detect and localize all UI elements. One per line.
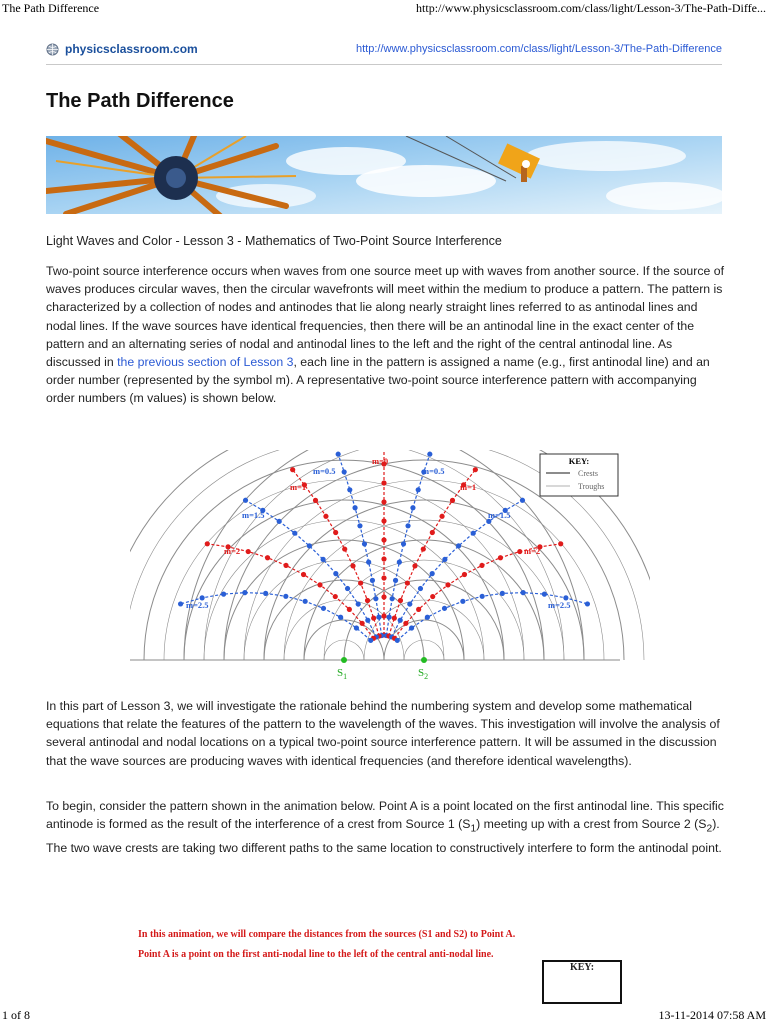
node-dot bbox=[442, 606, 447, 611]
node-dot bbox=[360, 621, 365, 626]
previous-section-link[interactable]: the previous section of Lesson 3 bbox=[117, 355, 294, 370]
site-url-link[interactable]: http://www.physicsclassroom.com/class/light/Lesson-3/The-Path-Difference bbox=[356, 43, 722, 55]
node-dot bbox=[381, 537, 386, 542]
node-dot bbox=[323, 514, 328, 519]
node-dot bbox=[265, 555, 270, 560]
print-url: http://www.physicsclassroom.com/class/light/Lesson-3/The-Path-Diffe... bbox=[416, 1, 766, 15]
node-dot bbox=[430, 594, 435, 599]
animation-key bbox=[542, 960, 622, 1004]
node-dot bbox=[500, 591, 505, 596]
node-dot bbox=[445, 582, 450, 587]
node-dot bbox=[246, 549, 251, 554]
node-dot bbox=[390, 596, 395, 601]
node-dot bbox=[430, 530, 435, 535]
node-dot bbox=[221, 592, 226, 597]
node-dot bbox=[263, 591, 268, 596]
node-dot bbox=[409, 625, 414, 630]
node-dot bbox=[386, 615, 391, 620]
node-dot bbox=[350, 563, 355, 568]
interference-line bbox=[394, 544, 560, 638]
node-dot bbox=[313, 498, 318, 503]
node-dot bbox=[442, 557, 447, 562]
node-dot bbox=[301, 572, 306, 577]
node-dot bbox=[398, 618, 403, 623]
node-dot bbox=[277, 519, 282, 524]
print-title: The Path Difference bbox=[2, 1, 100, 15]
node-dot bbox=[333, 530, 338, 535]
source-1-dot bbox=[341, 657, 347, 663]
node-dot bbox=[342, 469, 347, 474]
source-2-dot bbox=[421, 657, 427, 663]
label-m25-right: m=2.5 bbox=[548, 600, 571, 610]
label-m0: m=0 bbox=[372, 456, 389, 466]
key-title: KEY: bbox=[568, 456, 590, 466]
node-dot bbox=[342, 546, 347, 551]
node-dot bbox=[381, 499, 386, 504]
node-dot bbox=[317, 582, 322, 587]
node-dot bbox=[347, 607, 352, 612]
node-dot bbox=[430, 571, 435, 576]
node-dot bbox=[416, 607, 421, 612]
interference-pattern-diagram bbox=[130, 450, 650, 682]
node-dot bbox=[338, 615, 343, 620]
banner-image bbox=[46, 136, 722, 214]
node-dot bbox=[412, 563, 417, 568]
node-dot bbox=[418, 586, 423, 591]
print-header bbox=[0, 0, 768, 16]
node-dot bbox=[395, 638, 400, 643]
node-dot bbox=[393, 578, 398, 583]
wavefront-arc bbox=[244, 560, 444, 660]
node-dot bbox=[401, 541, 406, 546]
node-dot bbox=[358, 580, 363, 585]
node-dot bbox=[421, 546, 426, 551]
node-dot bbox=[381, 480, 386, 485]
node-dot bbox=[371, 616, 376, 621]
node-dot bbox=[376, 615, 381, 620]
node-dot bbox=[243, 498, 248, 503]
node-dot bbox=[471, 531, 476, 536]
node-dot bbox=[520, 498, 525, 503]
site-header bbox=[46, 38, 722, 65]
label-m1-left: m=1 bbox=[290, 482, 307, 492]
node-dot bbox=[558, 541, 563, 546]
lesson-line: Light Waves and Color - Lesson 3 - Mathematics of Two-Point Source Interference bbox=[46, 234, 502, 248]
node-dot bbox=[450, 498, 455, 503]
node-dot bbox=[397, 560, 402, 565]
node-dot bbox=[410, 505, 415, 510]
node-dot bbox=[479, 563, 484, 568]
label-m2-right: m=2 bbox=[524, 546, 541, 556]
node-dot bbox=[498, 555, 503, 560]
label-m25-left: m=2.5 bbox=[186, 600, 209, 610]
node-dot bbox=[347, 487, 352, 492]
label-m05-left: m=0.5 bbox=[313, 466, 336, 476]
interference-line bbox=[207, 544, 373, 638]
node-dot bbox=[381, 613, 386, 618]
node-dot bbox=[283, 594, 288, 599]
node-dot bbox=[354, 625, 359, 630]
node-dot bbox=[303, 599, 308, 604]
page-title: The Path Difference bbox=[46, 90, 234, 112]
wavefront-arc bbox=[324, 560, 524, 660]
animation-caption-1: In this animation, we will compare the distances from the sources (S1 and S2) to Point A. bbox=[138, 929, 516, 940]
node-dot bbox=[381, 556, 386, 561]
node-dot bbox=[392, 616, 397, 621]
source-1-label: $S_1$ bbox=[337, 667, 348, 681]
print-timestamp: 13-11-2014 07:58 AM bbox=[658, 1008, 766, 1022]
node-dot bbox=[456, 543, 461, 548]
node-dot bbox=[480, 594, 485, 599]
node-dot bbox=[403, 621, 408, 626]
p1-text-a: Two-point source interference occurs when waves from one source meet up with waves from another source. If the source of waves produces circular waves, then the circular wavefronts will meet within the medium to produce a pattern. The pattern is characterized by a collection of nodes and antinodes that lie along nearly straight lines referred to as antinodal lines and nodal lines. If the wave sources have identical frequencies, then there will be an antinodal line in the exact center of the pattern and an alternating series of nodal and antinodal lines to the left and the right of the central antinodal line. As discussed in bbox=[46, 264, 725, 370]
print-page-number: 1 of 8 bbox=[2, 1008, 30, 1022]
node-dot bbox=[405, 523, 410, 528]
node-dot bbox=[439, 514, 444, 519]
intro-paragraph bbox=[46, 262, 726, 408]
node-dot bbox=[352, 505, 357, 510]
node-dot bbox=[405, 580, 410, 585]
node-dot bbox=[290, 467, 295, 472]
node-dot bbox=[425, 615, 430, 620]
node-dot bbox=[365, 598, 370, 603]
node-dot bbox=[521, 590, 526, 595]
node-dot bbox=[366, 560, 371, 565]
node-dot bbox=[292, 531, 297, 536]
node-dot bbox=[517, 549, 522, 554]
node-dot bbox=[381, 575, 386, 580]
diagram-key bbox=[540, 454, 618, 496]
site-logo-link[interactable] bbox=[46, 42, 198, 56]
node-dot bbox=[321, 606, 326, 611]
node-dot bbox=[356, 601, 361, 606]
node-dot bbox=[585, 601, 590, 606]
node-dot bbox=[462, 572, 467, 577]
investigation-paragraph: In this part of Lesson 3, we will investigate the rationale behind the numbering system and develop some mathematical equations that relate the features of the pattern to the wavelength of the waves. This investigation will involve the analysis of several antinodal and nodal locations on a typical two-point source interference pattern. It will be assumed in the discussion that the wave sources are producing waves with identical frequencies (and therefore identical wavelengths). bbox=[46, 699, 720, 768]
source-2-label: $S_2$ bbox=[418, 667, 429, 681]
label-m15-right: m=1.5 bbox=[488, 510, 511, 520]
node-dot bbox=[416, 487, 421, 492]
label-m05-right: m=0.5 bbox=[422, 466, 445, 476]
node-dot bbox=[307, 543, 312, 548]
node-dot bbox=[427, 452, 432, 457]
globe-icon bbox=[46, 43, 59, 56]
p1-text-b: , each line in the pattern is assigned a name (e.g., first antinodal line) and an order number (represented by the symbol m). A representative two-point source interference pattern with accompanying order numbers (m values) is shown below. bbox=[46, 355, 710, 406]
node-dot bbox=[398, 598, 403, 603]
node-dot bbox=[345, 586, 350, 591]
node-dot bbox=[362, 541, 367, 546]
node-dot bbox=[373, 596, 378, 601]
node-dot bbox=[178, 601, 183, 606]
point-a-paragraph: To begin, consider the pattern shown in the animation below. Point A is a point located on the first antinodal line. This specific antinode is formed as the result of the interference of a crest from Source 1 $(S_1)$ meeting up with a crest from Source 2 $(S_2)$. The two wave crests are taking two different paths to the same location to constructively interfere to form the antinodal point. bbox=[46, 799, 724, 855]
label-m2-left: m=2 bbox=[224, 546, 241, 556]
print-footer bbox=[0, 1008, 768, 1024]
node-dot bbox=[542, 592, 547, 597]
key-crests: Crests bbox=[578, 469, 598, 478]
label-m15-left: m=1.5 bbox=[242, 510, 265, 520]
node-dot bbox=[381, 594, 386, 599]
node-dot bbox=[368, 638, 373, 643]
node-dot bbox=[370, 578, 375, 583]
node-dot bbox=[283, 563, 288, 568]
site-logo-text: physicsclassroom.com bbox=[65, 42, 198, 56]
animation-key-title: KEY: bbox=[569, 962, 595, 973]
node-dot bbox=[407, 601, 412, 606]
node-dot bbox=[242, 590, 247, 595]
node-dot bbox=[381, 518, 386, 523]
node-dot bbox=[333, 571, 338, 576]
node-dot bbox=[321, 557, 326, 562]
node-dot bbox=[365, 618, 370, 623]
node-dot bbox=[460, 599, 465, 604]
node-dot bbox=[205, 541, 210, 546]
key-troughs: Troughs bbox=[578, 482, 605, 491]
node-dot bbox=[333, 594, 338, 599]
node-dot bbox=[473, 467, 478, 472]
animation-caption-2: Point A is a point on the first anti-nodal line to the left of the central anti-nodal line. bbox=[138, 949, 494, 960]
node-dot bbox=[357, 523, 362, 528]
label-m1-right: m=1 bbox=[460, 482, 477, 492]
node-dot bbox=[336, 452, 341, 457]
